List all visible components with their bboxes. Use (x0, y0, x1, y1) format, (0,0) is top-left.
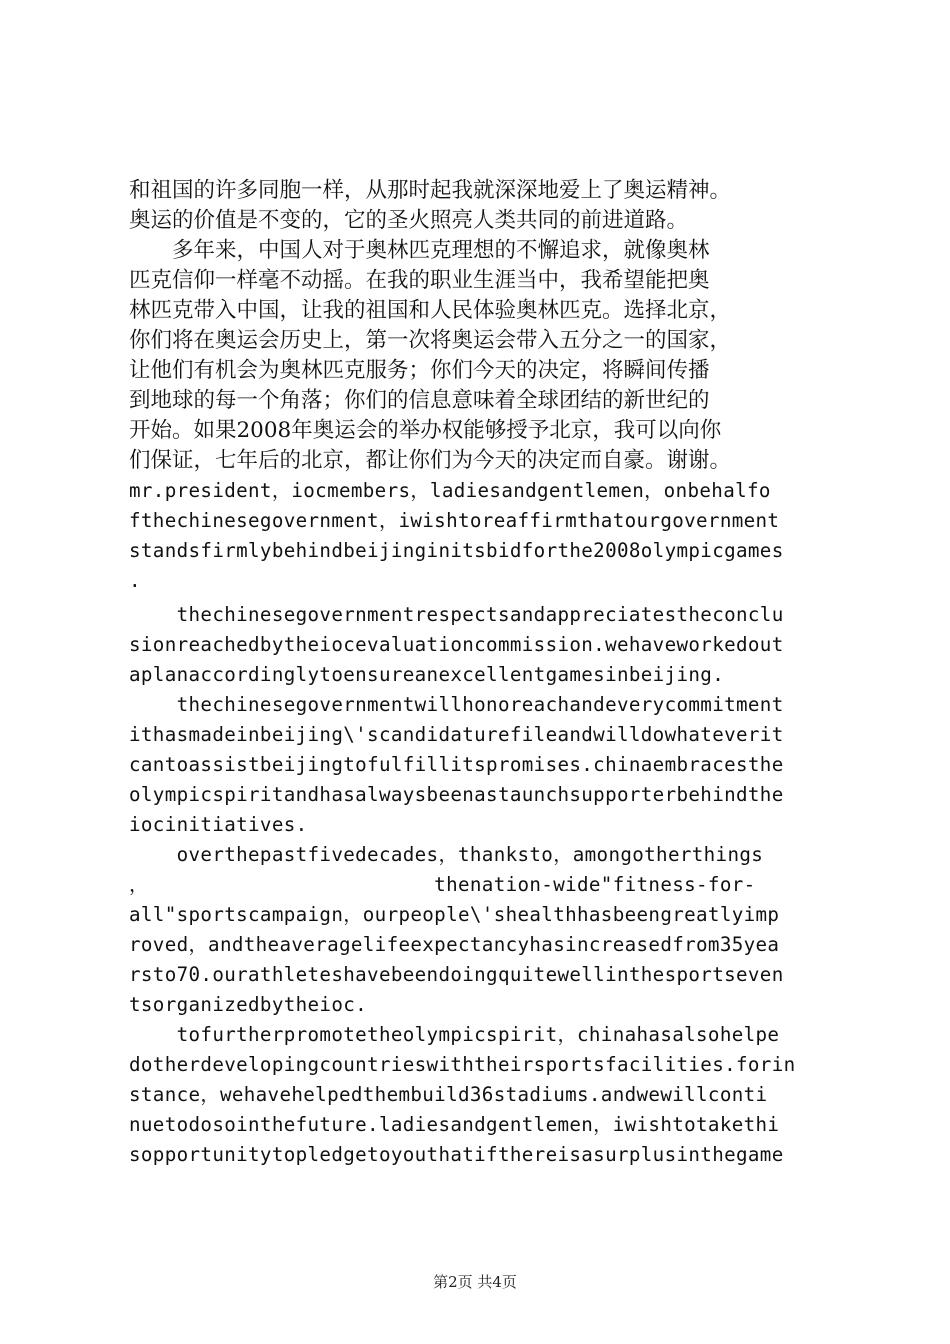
paragraph-en-facilities (129, 1020, 834, 1170)
text-line: 奥运的价值是不变的，它的圣火照亮人类共同的前进道路。 (129, 208, 689, 233)
text-line: tofurtherpromotetheolympicspirit，chinahasalsohelpe (129, 1023, 780, 1046)
paragraph-en-fitness (129, 840, 834, 1020)
paragraph-en-commitment (129, 690, 834, 840)
text-line: ， thenation-wide"fitness-for- (129, 873, 756, 896)
text-line: 让他们有机会为奥林匹克服务；你们今天的决定，将瞬间传播 (129, 358, 710, 383)
text-line: fthechinesegovernment，iwishtoreaffirmthatourgovernment (129, 509, 780, 532)
text-line: standsfirmlybehindbeijinginitsbidforthe2008olympicgames (129, 539, 784, 562)
text-line: overthepastfivedecades，thanksto，amongotherthings (129, 843, 764, 866)
text-line: sopportunitytopledgetoyouthatifthereisasurplusinthegame (129, 1143, 784, 1166)
text-line: olympicspiritandhasalwaysbeenastaunchsupporterbehindthe (129, 783, 784, 806)
paragraph-en-opening (129, 476, 834, 600)
paragraph-zh-main (129, 236, 834, 476)
text-line: dotherdevelopingcountrieswiththeirsportsfacilities.forin (129, 1053, 796, 1076)
text-line: 林匹克带入中国，让我的祖国和人民体验奥林匹克。选择北京， (129, 298, 732, 323)
text-line: aplanaccordinglytoensureanexcellentgamesinbeijing. (129, 663, 725, 686)
page-number-label: 第2页 共4页 (433, 1273, 517, 1291)
text-line: ithasmadeinbeijing\'scandidaturefileandwilldowhateverit (129, 723, 784, 746)
text-line: 开始。如果2008年奥运会的举办权能够授予北京，我可以向你 (129, 418, 722, 443)
text-line: iocinitiatives. (129, 813, 308, 836)
body-text (129, 176, 834, 1170)
page-footer (0, 1272, 950, 1292)
paragraph-en-evaluation (129, 600, 834, 690)
text-line: stance，wehavehelpedthembuild36stadiums.andwewillconti (129, 1083, 768, 1106)
text-line: 们保证，七年后的北京，都让你们为今天的决定而自豪。谢谢。 (129, 448, 732, 473)
text-line: roved，andtheaveragelifeexpectancyhasincreasedfrom35yea (129, 933, 780, 956)
text-line: 你们将在奥运会历史上，第一次将奥运会带入五分之一的国家， (129, 328, 732, 353)
text-line: cantoassistbeijingtofulfillitspromises.chinaembracesthe (129, 753, 784, 776)
text-line: thechinesegovernmentwillhonoreachandeverycommitment (129, 693, 784, 716)
text-line: all"sportscampaign，ourpeople\'shealthhasbeengreatlyimp (129, 903, 780, 926)
text-line: mr.president，iocmembers，ladiesandgentlemen，onbehalfo (129, 479, 771, 502)
text-line: nuetodosointhefuture.ladiesandgentlemen，iwishtotakethi (129, 1113, 780, 1136)
text-line: thechinesegovernmentrespectsandappreciatestheconclu (129, 603, 784, 626)
text-line: . (129, 569, 141, 592)
text-line: sionreachedbytheiocevaluationcommission.wehaveworkedout (129, 633, 784, 656)
text-line: 多年来，中国人对于奥林匹克理想的不懈追求，就像奥林 (129, 238, 710, 263)
text-line: 到地球的每一个角落；你们的信息意味着全球团结的新世纪的 (129, 388, 710, 413)
paragraph-zh-intro (129, 176, 834, 236)
text-line: 和祖国的许多同胞一样，从那时起我就深深地爱上了奥运精神。 (129, 178, 732, 203)
text-line: tsorganizedbytheioc. (129, 993, 368, 1016)
text-line: 匹克信仰一样毫不动摇。在我的职业生涯当中，我希望能把奥 (129, 268, 710, 293)
text-line: rsto70.ourathleteshavebeendoingquitewellinthesportseven (129, 963, 784, 986)
